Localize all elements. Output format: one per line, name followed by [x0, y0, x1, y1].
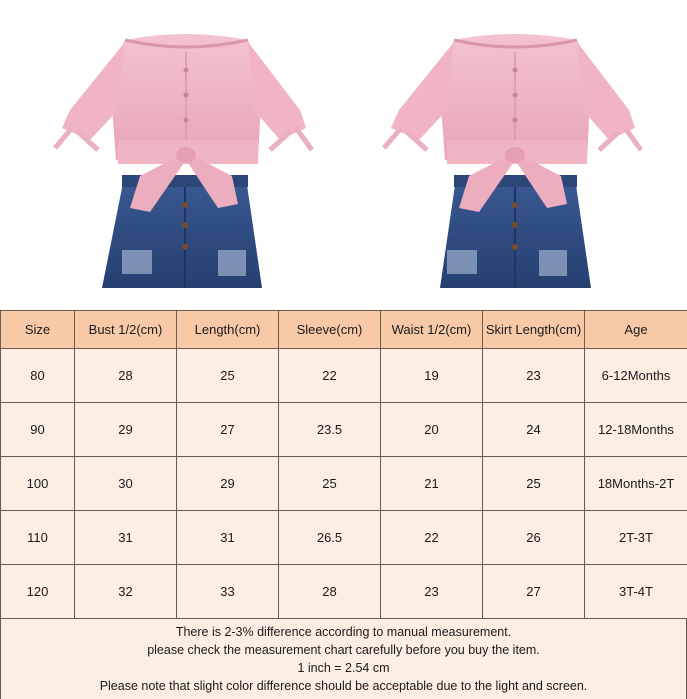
table-cell: 110 — [1, 511, 75, 565]
header-cell: Sleeve(cm) — [279, 311, 381, 349]
table-row — [1, 457, 687, 511]
header-cell: Skirt Length(cm) — [483, 311, 585, 349]
table-cell: 23.5 — [279, 403, 381, 457]
table-cell: 27 — [177, 403, 279, 457]
table-cell: 23 — [483, 349, 585, 403]
table-cell: 29 — [177, 457, 279, 511]
table-cell: 32 — [75, 565, 177, 619]
product-images — [0, 0, 687, 310]
table-cell: 22 — [279, 349, 381, 403]
table-cell: 120 — [1, 565, 75, 619]
table-cell: 24 — [483, 403, 585, 457]
table-cell: 25 — [483, 457, 585, 511]
product-image-left — [0, 0, 343, 310]
header-cell: Waist 1/2(cm) — [381, 311, 483, 349]
note-line: Please note that slight color difference should be acceptable due to the light and screen. — [99, 679, 588, 693]
table-cell: 31 — [177, 511, 279, 565]
table-cell: 30 — [75, 457, 177, 511]
table-cell: 33 — [177, 565, 279, 619]
table-cell: 23 — [381, 565, 483, 619]
note-line: 1 inch = 2.54 cm — [297, 661, 390, 675]
table-cell: 100 — [1, 457, 75, 511]
table-cell: 18Months-2T — [585, 457, 687, 511]
table-cell: 19 — [381, 349, 483, 403]
table-cell: 3T-4T — [585, 565, 687, 619]
table-row — [1, 511, 687, 565]
note-line: There is 2-3% difference according to manual measurement. — [175, 625, 512, 639]
table-row — [1, 349, 687, 403]
size-chart-table — [0, 310, 687, 619]
measurement-notes — [0, 619, 687, 699]
table-cell: 26 — [483, 511, 585, 565]
table-cell: 25 — [279, 457, 381, 511]
table-cell: 12-18Months — [585, 403, 687, 457]
table-cell: 6-12Months — [585, 349, 687, 403]
table-header-row — [1, 311, 687, 349]
header-cell: Age — [585, 311, 687, 349]
table-row — [1, 565, 687, 619]
header-cell: Length(cm) — [177, 311, 279, 349]
table-cell: 20 — [381, 403, 483, 457]
table-cell: 90 — [1, 403, 75, 457]
table-cell: 29 — [75, 403, 177, 457]
table-cell: 26.5 — [279, 511, 381, 565]
product-image-right — [343, 0, 687, 310]
table-cell: 21 — [381, 457, 483, 511]
table-cell: 27 — [483, 565, 585, 619]
note-line: please check the measurement chart carefully before you buy the item. — [147, 643, 540, 657]
header-cell: Size — [1, 311, 75, 349]
table-cell: 22 — [381, 511, 483, 565]
table-cell: 80 — [1, 349, 75, 403]
table-cell: 2T-3T — [585, 511, 687, 565]
table-cell: 28 — [279, 565, 381, 619]
table-cell: 31 — [75, 511, 177, 565]
header-cell: Bust 1/2(cm) — [75, 311, 177, 349]
table-cell: 28 — [75, 349, 177, 403]
table-row — [1, 403, 687, 457]
table-cell: 25 — [177, 349, 279, 403]
